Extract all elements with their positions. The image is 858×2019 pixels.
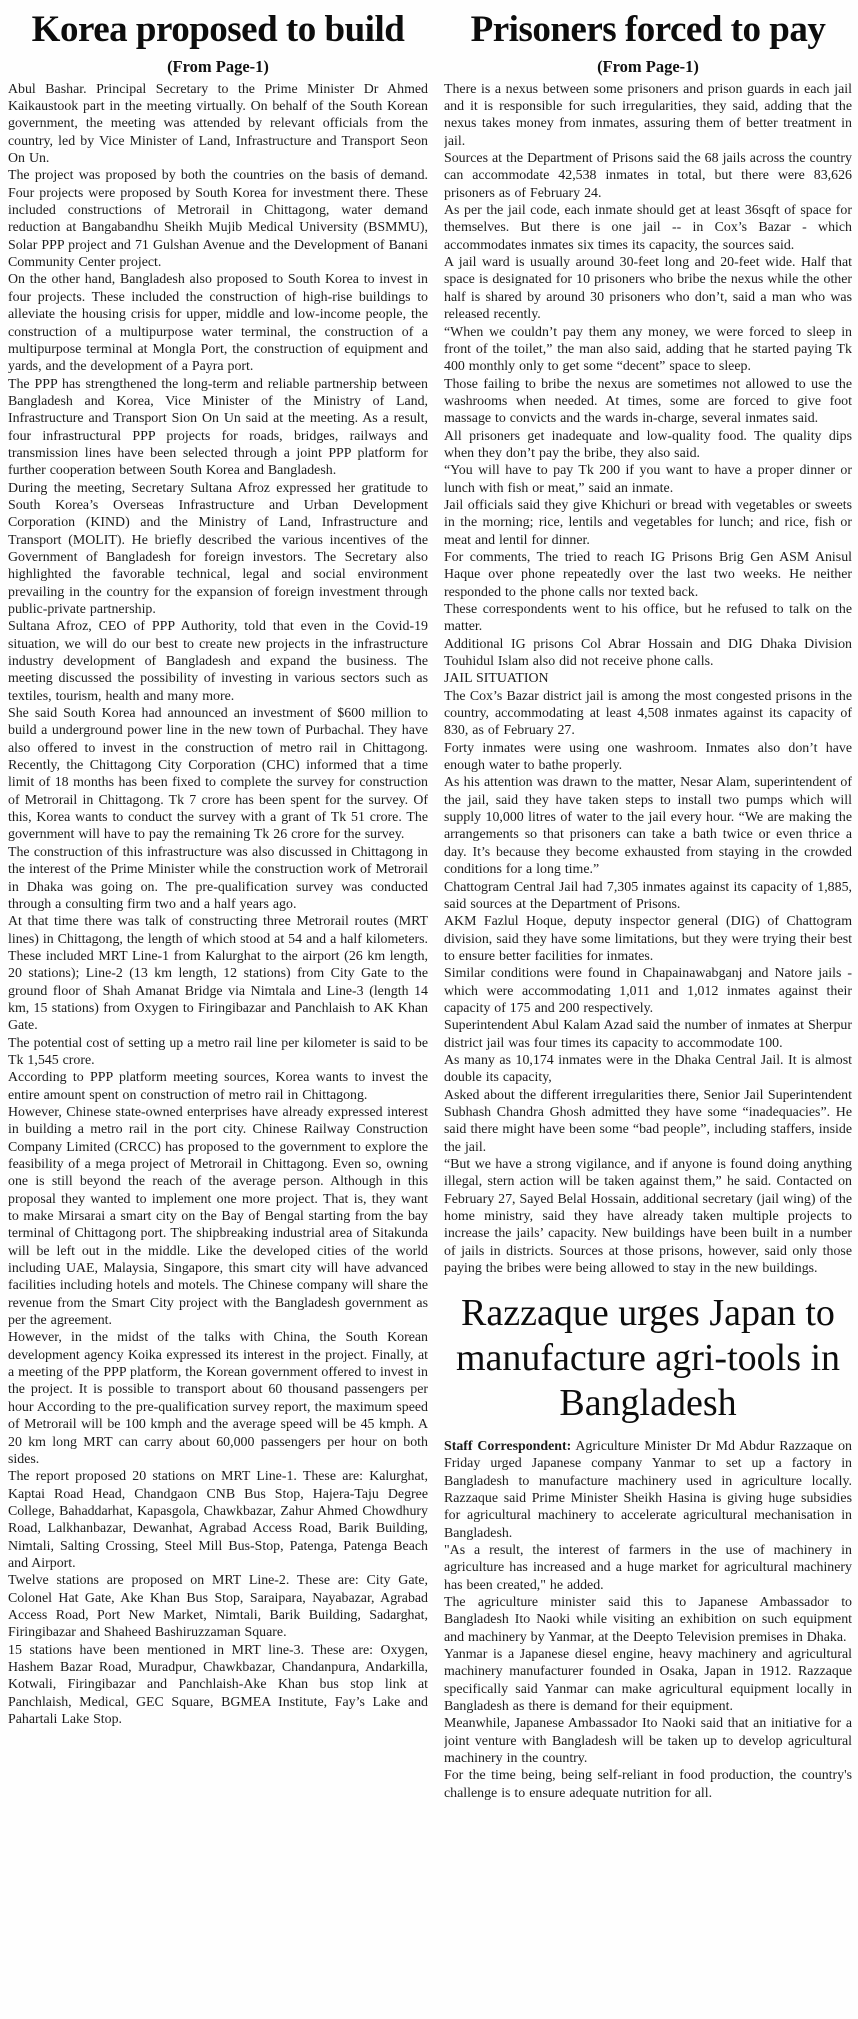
article-paragraph: Those failing to bribe the nexus are sometimes not allowed to use the washrooms when needed. At times, some are forced to give foot massage to convicts and the wards in-charge, several inmates said. [444, 376, 852, 427]
article-paragraph: Meanwhile, Japanese Ambassador Ito Naoki said that an initiative for a joint venture with Bangladesh will be taken up to develop agricultural machinery in the country. [444, 1716, 852, 1767]
left-article-kicker: (From Page-1) [167, 56, 269, 76]
right-article-kicker: (From Page-1) [597, 56, 699, 76]
third-article-lead [444, 1438, 852, 1542]
article-paragraph: “When we couldn’t pay them any money, we were forced to sleep in front of the toilet,” the man also said, adding that he started paying Tk 400 monthly only to get some “decent” space to sleep. [444, 324, 852, 375]
third-article-body [444, 1542, 852, 1802]
article-paragraph: AKM Fazlul Hoque, deputy inspector general (DIG) of Chattogram division, said they have some limitations, but they were trying their best to ensure better facilities for inmates. [444, 914, 852, 964]
article-paragraph: "As a result, the interest of farmers in the use of machinery in agriculture has increased and a huge market for agricultural machinery has been created," he added. [444, 1542, 852, 1593]
left-article-headline: Korea proposed to build [31, 9, 405, 50]
article-paragraph: According to PPP platform meeting sources, Korea wants to invest the entire amount spent on construction of metro rail in Chittagong. [8, 1070, 428, 1103]
article-paragraph: All prisoners get inadequate and low-quality food. The quality dips when they don’t pay the bribe, they also said. [444, 428, 852, 461]
article-paragraph: As per the jail code, each inmate should get at least 36sqft of space for themselves. But there is one jail -- in Cox’s Bazar - which accommodates inmates six times its capacity, the sources said. [444, 203, 852, 253]
article-paragraph: Chattogram Central Jail had 7,305 inmates against its capacity of 1,885, said sources at the Department of Prisons. [444, 879, 852, 912]
article-paragraph: For comments, The tried to reach IG Prisons Brig Gen ASM Anisul Haque over phone repeatedly over the last two weeks. He neither responded to the phone calls nor texted back. [444, 549, 852, 600]
article-paragraph: As many as 10,174 inmates were in the Dhaka Central Jail. It is almost double its capacity, [444, 1052, 852, 1086]
right-article-headline: Prisoners forced to pay [470, 9, 826, 50]
article-paragraph: For the time being, being self-reliant in food production, the country's challenge is to ensure adequate nutrition for all. [444, 1768, 852, 1801]
article-paragraph: The project was proposed by both the countries on the basis of demand. Four projects were proposed by South Korea for investment there. These included constructions of Metrorail in Chittagong, water demand reduction at Bangabandhu Sheikh Mujib Medical University (BSMMU), Solar PPP project and 71 Gulshan Avenue and the Development of Banani Community Center project. [8, 168, 428, 271]
article-paragraph: JAIL SITUATION [444, 671, 549, 687]
article-paragraph: Sources at the Department of Prisons said the 68 jails across the country can accommodate 42,538 inmates in total, but there were 83,626 prisoners as of February 24. [444, 151, 852, 201]
article-paragraph: Similar conditions were found in Chapainawabganj and Natore jails - which were accommodating 1,011 and 1,012 inmates against their capacity of 175 and 200 respectively. [444, 966, 852, 1016]
article-paragraph: The agriculture minister said this to Japanese Ambassador to Bangladesh Ito Naoki while visiting an exhibition on such equipment and machinery by Yanmar, at the Deepto Television premises in Dhaka. [444, 1594, 852, 1645]
article-paragraph: Superintendent Abul Kalam Azad said the number of inmates at Sherpur district jail was four times its capacity to accommodate 100. [444, 1018, 852, 1051]
third-article-lead-text: Agriculture Minister Dr Md Abdur Razzaque on Friday urged Japanese company Yanmar to set up a factory in Bangladesh to manufacture machinery used in agriculture locally. Razzaque said Prime Minister Sheikh Hasina is giving huge subsidies for agricultural machinery to accelerate agricultural mechanisation in Bangladesh. [444, 1438, 852, 1541]
article-paragraph: She said South Korea had announced an investment of $600 million to build a underground power line in the new town of Purbachal. They have also offered to invest in the construction of metro rail in Chittagong. Recently, the Chittagong City Corporation (CHC) informed that a time limit of 18 months has been fixed to complete the survey for construction of Metrorail in Chittagong. Tk 7 crore has been spent for the survey. Of this, Korea wants to conduct the survey with a grant of Tk 51 crore. The government will have to pay the remaining Tk 26 crore for the survey. [8, 706, 428, 843]
article-paragraph: The Cox’s Bazar district jail is among the most congested prisons in the country, accommodating at least 4,508 inmates against its capacity of 830, as of February 27. [444, 688, 852, 739]
article-paragraph: A jail ward is usually around 30-feet long and 20-feet wide. Half that space is designated for 10 prisoners who bribe the nexus while the other half is shared by around 30 prisoners who don’t, said a man who was released recently. [444, 255, 852, 323]
right-article-body [444, 81, 852, 1278]
third-article-byline: Staff Correspondent: [444, 1438, 572, 1454]
left-article-body [8, 81, 428, 1729]
article-paragraph: The potential cost of setting up a metro rail line per kilometer is said to be Tk 1,545 crore. [8, 1035, 428, 1068]
article-paragraph: During the meeting, Secretary Sultana Afroz expressed her gratitude to South Korea’s Overseas Infrastructure and Urban Development Corporation (KIND) and the Ministry of Land, Infrastructure and Transport (MOLIT). He briefly described the various incentives of the Government of Bangladesh for foreign investors. The Secretary also highlighted the favorable technical, legal and social environment prevailing in the country for the expansion of foreign investment through public-private partnership. [8, 480, 428, 617]
article-paragraph: Asked about the different irregularities there, Senior Jail Superintendent Subhash Chandra Ghosh admitted they have some “inadequacies”. He said there might have been some “bad people”, including staffers, inside the jail. [444, 1087, 852, 1155]
left-column [8, 6, 428, 2011]
article-paragraph: Abul Bashar. Principal Secretary to the Prime Minister Dr Ahmed Kaikaustook part in the meeting virtually. On behalf of the South Korean government, the meeting was attended by relevant officials from the country, led by Vice Minister of Land, Infrastructure and Transport Seon On Un. [8, 81, 428, 167]
article-paragraph: As his attention was drawn to the matter, Nesar Alam, superintendent of the jail, said they have taken steps to install two pumps which will supply 10,000 litres of water to the jail every hour. “We are making the arrangements so that prisoners can take a bath twice or even thrice a day. It’s because they become exhausted from staying in the crowded conditions for a long time.” [444, 775, 852, 878]
article-paragraph: Forty inmates were using one washroom. Inmates also don’t have enough water to bathe properly. [444, 740, 852, 774]
article-paragraph: “But we have a strong vigilance, and if anyone is found doing anything illegal, stern action will be taken against them,” he said. Contacted on February 27, Sayed Belal Hossain, additional secretary (jail wing) of the home ministry, said they have already taken multiple projects to increase the jails’ capacity. New buildings have been built in a number of jails in districts. Sources at those prisons, however, said only those paying the bribes were being allowed to stay in the new buildings. [444, 1157, 852, 1277]
article-paragraph: The report proposed 20 stations on MRT Line-1. These are: Kalurghat, Kaptai Road Head, Chandgaon CNB Bus Stop, Hajera-Taju Degree College, Bahaddarhat, Kapasgola, Chawkbazar, Zahur Ahmed Chowdhury Road, Lalkhanbazar, Dewanhat, Agrabad Access Road, Barik Building, Nimtali, Salting Crossing, Steel Mill Bus-Stop, Patenga, Patenga Beach and Airport. [8, 1469, 428, 1571]
article-paragraph: Jail officials said they give Khichuri or bread with vegetables or sweets in the morning; rice, lentils and vegetables for lunch; and rice, fish or meat and lentil for dinner. [444, 497, 852, 548]
article-paragraph: There is a nexus between some prisoners and prison guards in each jail and it is responsible for such irregularities, they said, adding that the nexus takes money from inmates, assuring them of better treatment in jail. [444, 81, 852, 149]
article-paragraph: On the other hand, Bangladesh also proposed to South Korea to invest in four projects. These included the construction of high-rise buildings to alleviate the housing crisis for upper, middle and low-income people, the construction of a multipurpose water terminal, the construction of a multipurpose terminal at Mongla Port, the construction of equipment and yards, and the development of a Payra port. [8, 272, 428, 375]
article-paragraph: Yanmar is a Japanese diesel engine, heavy machinery and agricultural machinery manufacturer founded in Osaka, Japan in 1912. Razzaque specifically said Yanmar can make agricultural equipment locally in Bangladesh as there is demand for their equipment. [444, 1647, 852, 1715]
article-paragraph: At that time there was talk of constructing three Metrorail routes (MRT lines) in Chittagong, the length of which stood at 54 and a half kilometers. These included MRT Line-1 from Kalurghat to the airport (26 km length, 20 stations); Line-2 (13 km length, 12 stations) from City Gate to the ground floor of Shah Amanat Bridge via Nimtala and Line-3 (length 14 km, 15 stations) from Oxygen to Firingibazar and Panchlaish to AK Khan Gate. [8, 914, 428, 1034]
article-paragraph: The construction of this infrastructure was also discussed in Chittagong in the interest of the Prime Minister while the construction work of Metrorail in Dhaka was going on. The pre-qualification survey was conducted through a consulting firm two and a half years ago. [8, 844, 428, 912]
article-paragraph: Twelve stations are proposed on MRT Line-2. These are: City Gate, Colonel Hat Gate, Ake Khan Bus Stop, Saraipara, Nayabazar, Agrabad Access Road, Port New Market, Nimtali, Barik Building, Sadarghat, Firingibazar and Shaheed Bashiruzzaman Square. [8, 1573, 428, 1641]
article-paragraph: “You will have to pay Tk 200 if you want to have a proper dinner or lunch with fish or meat,” said an inmate. [444, 463, 852, 496]
article-paragraph: Sultana Afroz, CEO of PPP Authority, told that even in the Covid-19 situation, we will do our best to create new projects in the infrastructure industry development of Bangladesh and expand the business. The meeting discussed the possibility of investing in various sectors such as textiles, tourism, health and many more. [8, 619, 428, 704]
article-paragraph: The PPP has strengthened the long-term and reliable partnership between Bangladesh and Korea, Vice Minister of the Ministry of Land, Infrastructure and Transport Sion On Un said at the meeting. As a result, four infrastructural PPP projects for roads, bridges, railways and transmission lines have been selected through a joint PPP platform for further cooperation between South Korea and Bangladesh. [8, 376, 428, 479]
article-paragraph: However, Chinese state-owned enterprises have already expressed interest in building a metro rail in the port city. Chinese Railway Construction Company Limited (CRCC) has proposed to the government to explore the feasibility of a mega project of Metrorail in Chittagong. Even so, owning one is still beyond the reach of the average person. Although in this proposal they wanted to implement one more project. That is, they want to make Mirsarai a smart city on the Bay of Bengal starting from the bay terminal of Chittagong port. The shipbreaking industrial area of Sitakunda will be left out in the middle. Like the developed cities of the world including UAE, Malaysia, Singapore, this smart city will have advanced facilities including hotels and motels. The Chinese company will share the revenue from the Smart City project with the Bangladesh government as per the agreement. [8, 1104, 428, 1329]
article-paragraph: Additional IG prisons Col Abrar Hossain and DIG Dhaka Division Touhidul Islam also did not receive phone calls. [444, 636, 852, 670]
article-paragraph: These correspondents went to his office, but he refused to talk on the matter. [444, 602, 852, 635]
article-paragraph: 15 stations have been mentioned in MRT line-3. These are: Oxygen, Hashem Bazar Road, Muradpur, Chawkbazar, Chandanpura, Andarkilla, Kotwali, Firingibazar and Panchlaish-Ake Khan bus stop link at Panchlaish, Medical, GEC Square, BGMEA Institute, Fay’s Lake and Pahartali Lake Stop. [8, 1642, 428, 1727]
article-paragraph: However, in the midst of the talks with China, the South Korean development agency Koika expressed its interest in the project. Finally, at a meeting of the PPP platform, the Korean government offered to invest in the project. It is possible to transport about 60 thousand passengers per hour According to the pre-qualification survey report, the maximum speed of Metrorail will be 100 kmph and the average speed will be 45 kmph. A 20 km long MRT can carry about 60,000 passengers per hour on both sides. [8, 1330, 428, 1467]
right-column [444, 6, 852, 2011]
third-article-headline: Razzaque urges Japan to manufacture agri-tools in Bangladesh [455, 1292, 841, 1425]
